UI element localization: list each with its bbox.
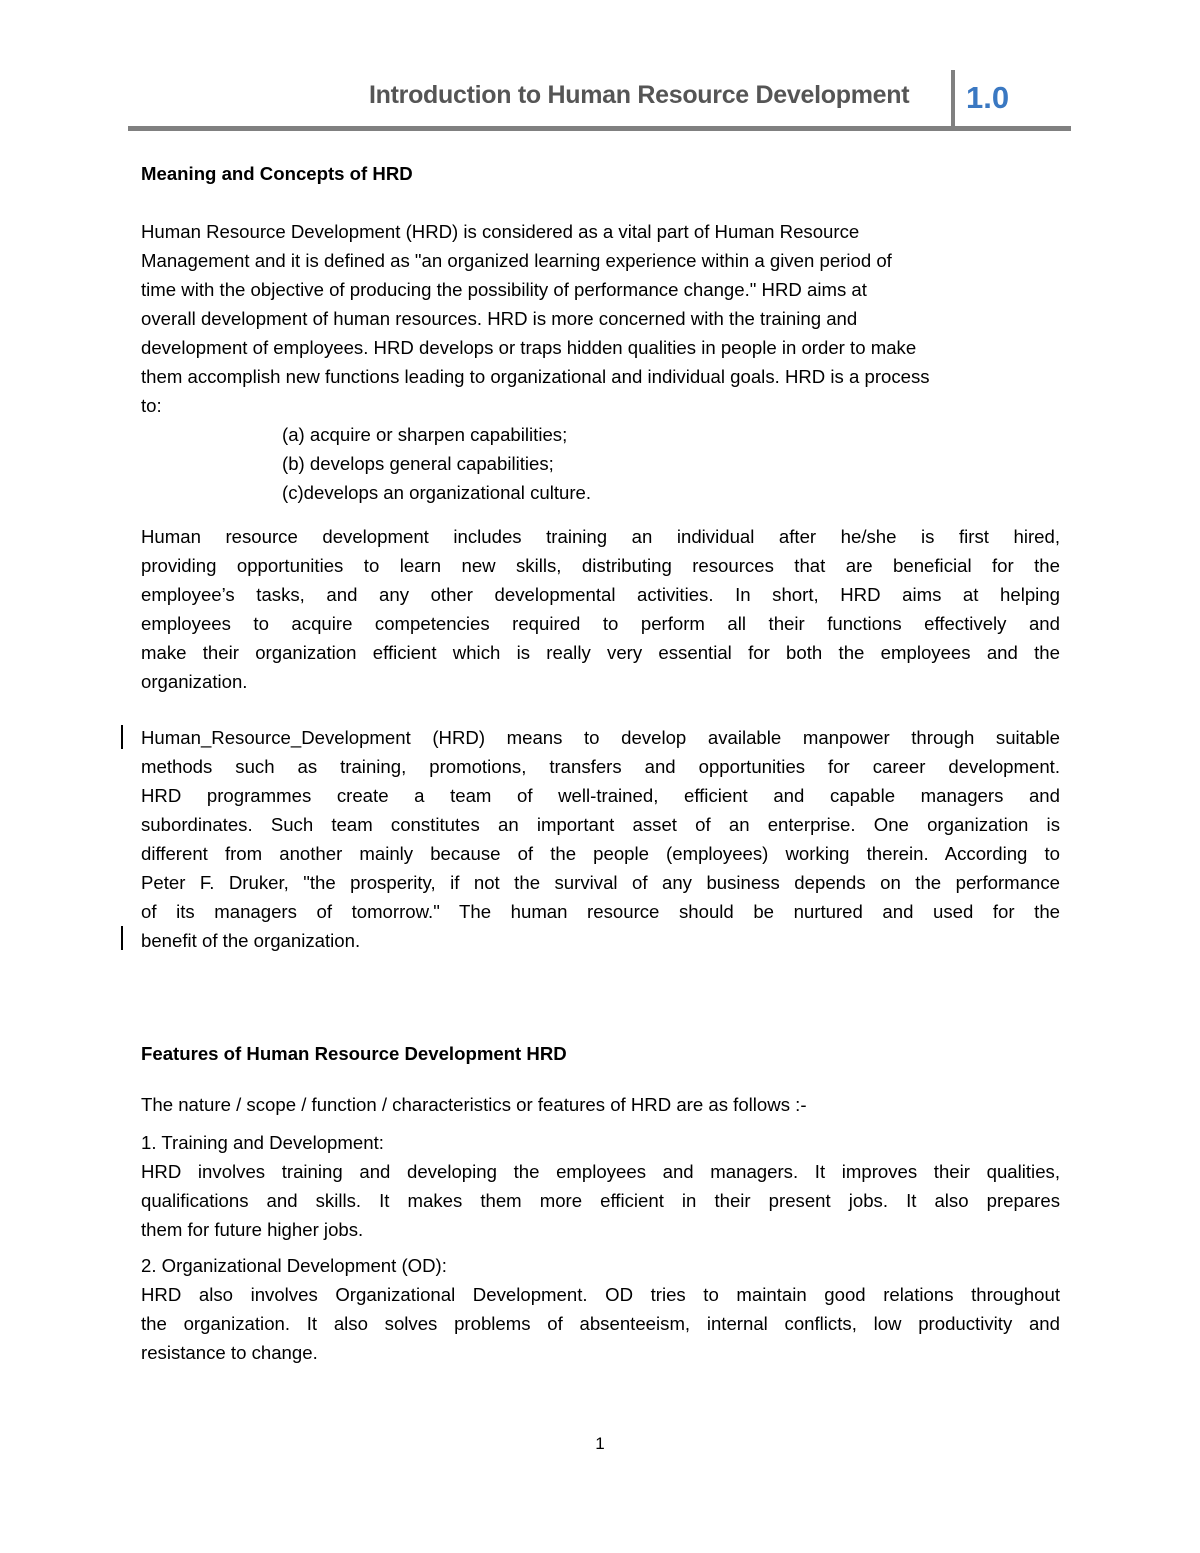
text-line: overall development of human resources. HRD is more concerned with the training and: [141, 308, 858, 329]
text-line: providing opportunities to learn new skills, distributing resources that are beneficial for the: [141, 555, 1060, 576]
text-line: benefit of the organization.: [141, 930, 361, 951]
capabilities-list: [141, 420, 1060, 507]
text-line: development of employees. HRD develops or traps hidden qualities in people in order to make: [141, 337, 917, 358]
text-line: of its managers of tomorrow." The human resource should be nurtured and used for the: [141, 901, 1060, 922]
change-bar: [121, 926, 123, 950]
feature-title: 1. Training and Development:: [141, 1132, 384, 1153]
heading-meaning: [141, 159, 1060, 188]
text-line: (b) develops general capabilities;: [282, 453, 554, 474]
text-line: Human resource development includes training an individual after he/she is first hired,: [141, 526, 1060, 547]
feature-2: [141, 1251, 1060, 1367]
text-line: Human_Resource_Development (HRD) means to develop available manpower through suitable: [141, 727, 1060, 748]
feature-title: 2. Organizational Development (OD):: [141, 1255, 447, 1276]
header-rule: [128, 126, 1071, 131]
chapter-number: 1.0: [966, 80, 1010, 115]
features-intro: [141, 1090, 1060, 1119]
text-line: employees to acquire competencies required to perform all their functions effectively and: [141, 613, 1060, 634]
text-line: them for future higher jobs.: [141, 1219, 364, 1240]
heading-features: [141, 1039, 1060, 1068]
text-line: HRD programmes create a team of well-trained, efficient and capable managers and: [141, 785, 1060, 806]
header-title: Introduction to Human Resource Development: [369, 81, 910, 109]
text-line: Peter F. Druker, "the prosperity, if not the survival of any business depends on the performance: [141, 872, 1060, 893]
heading-text: Meaning and Concepts of HRD: [141, 163, 413, 184]
text-line: HRD involves training and developing the employees and managers. It improves their qualities,: [141, 1161, 1060, 1182]
text-line: methods such as training, promotions, transfers and opportunities for career development.: [141, 756, 1060, 777]
paragraph-2: [141, 522, 1060, 696]
text-line: HRD also involves Organizational Development. OD tries to maintain good relations throughout: [141, 1284, 1060, 1305]
text-line: Management and it is defined as "an organized learning experience within a given period of: [141, 250, 892, 271]
text-line: different from another mainly because of the people (employees) working therein. According to: [141, 843, 1060, 864]
text-line: them accomplish new functions leading to organizational and individual goals. HRD is a process: [141, 366, 930, 387]
text-line: the organization. It also solves problems of absenteeism, internal conflicts, low productivity and: [141, 1313, 1060, 1334]
text-line: qualifications and skills. It makes them more efficient in their present jobs. It also prepares: [141, 1190, 1060, 1211]
paragraph-3: [141, 723, 1060, 955]
text-line: subordinates. Such team constitutes an important asset of an enterprise. One organization is: [141, 814, 1060, 835]
paragraph-1: [141, 217, 1060, 420]
text-line: (a) acquire or sharpen capabilities;: [282, 424, 568, 445]
text-line: resistance to change.: [141, 1342, 318, 1363]
page-number: 1: [595, 1434, 605, 1453]
text-line: make their organization efficient which is really very essential for both the employees and the: [141, 642, 1060, 663]
text-line: Human Resource Development (HRD) is considered as a vital part of Human Resource: [141, 221, 860, 242]
change-bar: [121, 725, 123, 749]
intro-text: The nature / scope / function / characteristics or features of HRD are as follows :-: [141, 1094, 807, 1115]
text-line: to:: [141, 395, 162, 416]
header-divider: [951, 70, 955, 128]
text-line: employee’s tasks, and any other developmental activities. In short, HRD aims at helping: [141, 584, 1060, 605]
text-line: (c)develops an organizational culture.: [282, 482, 592, 503]
text-line: organization.: [141, 671, 248, 692]
heading-text: Features of Human Resource Development HRD: [141, 1043, 567, 1064]
text-line: time with the objective of producing the possibility of performance change." HRD aims at: [141, 279, 867, 300]
feature-1: [141, 1128, 1060, 1244]
